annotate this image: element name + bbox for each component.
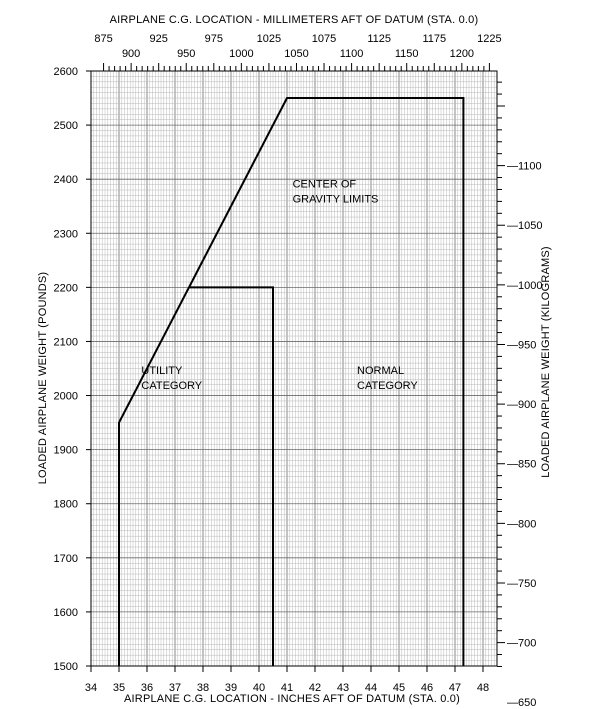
y-tick-label: 2400 [53, 174, 78, 187]
top-tick-label: 875 [94, 33, 113, 45]
top-tick-label: 1075 [311, 33, 337, 45]
top-tick-label: 950 [177, 48, 196, 60]
x-axis-title: AIRPLANE C.G. LOCATION - INCHES AFT OF DATUM (STA. 0.0) [124, 693, 460, 705]
x-tick-label: 35 [112, 682, 126, 694]
annotation-text: CENTER OF [292, 178, 357, 191]
top-tick-label: 975 [204, 33, 223, 45]
right-tick-label: —1100 [507, 160, 542, 173]
x-tick-label: 44 [364, 682, 378, 694]
right-tick-label: —700 [507, 637, 537, 650]
top-tick-label: 1100 [339, 48, 364, 60]
y-tick-label: 1700 [53, 552, 78, 565]
y-tick-label: 2600 [53, 66, 78, 78]
x-tick-label: 42 [308, 682, 322, 694]
right-tick-label: —950 [507, 339, 537, 352]
x-tick-label: 40 [252, 682, 266, 694]
right-tick-label: —1000 [507, 279, 543, 292]
y-tick-label: 1800 [53, 498, 78, 511]
top-tick-label: 1050 [284, 48, 309, 60]
y-tick-label: 2500 [53, 120, 78, 133]
y-tick-label: 2100 [53, 336, 78, 349]
x-tick-label: 39 [224, 682, 238, 694]
top-tick-label: 1200 [449, 48, 475, 60]
top-tick-label: 925 [149, 33, 168, 45]
x-tick-label: 43 [336, 682, 350, 694]
annotation-text: GRAVITY LIMITS [292, 193, 379, 206]
x-tick-label: 36 [140, 682, 154, 694]
y-tick-label: 1500 [53, 661, 78, 673]
top-tick-label: 1225 [477, 33, 502, 45]
right-axis-title: LOADED AIRPLANE WEIGHT (KILOGRAMS) [540, 246, 552, 478]
x-tick-label: 46 [420, 682, 434, 694]
y-tick-label: 2200 [53, 282, 78, 295]
right-tick-label: —750 [507, 577, 537, 590]
y-axis-title: LOADED AIRPLANE WEIGHT (POUNDS) [37, 271, 49, 485]
y-tick-label: 2000 [53, 390, 78, 403]
top-tick-label: 1150 [394, 48, 419, 60]
x-tick-label: 34 [84, 682, 98, 694]
x-tick-label: 41 [280, 682, 294, 694]
right-tick-label: —800 [507, 518, 537, 531]
top-tick-label: 1175 [422, 33, 447, 45]
right-tick-label: —650 [507, 697, 537, 709]
annotation-text: CATEGORY [141, 379, 203, 392]
right-tick-label: —900 [507, 399, 537, 412]
y-tick-label: 1900 [53, 444, 78, 457]
x-tick-label: 37 [168, 682, 182, 694]
annotation-text: CATEGORY [357, 379, 418, 392]
top-tick-label: 1125 [367, 33, 391, 45]
x-tick-label: 45 [392, 682, 406, 694]
top-axis-title: AIRPLANE C.G. LOCATION - MILLIMETERS AFT OF DATUM (STA. 0.0) [109, 14, 479, 26]
x-tick-label: 47 [448, 682, 462, 694]
top-tick-label: 1000 [229, 48, 254, 60]
right-tick-label: —1050 [507, 220, 543, 233]
top-tick-label: 900 [121, 48, 141, 60]
annotation-text: NORMAL [357, 364, 405, 377]
y-tick-label: 2300 [53, 228, 78, 241]
top-tick-label: 1025 [256, 33, 282, 45]
right-tick-label: —850 [507, 458, 537, 471]
annotation-text: UTILITY [141, 364, 183, 377]
y-tick-label: 1600 [53, 606, 78, 619]
x-tick-label: 48 [476, 682, 490, 694]
x-tick-label: 38 [196, 682, 210, 694]
